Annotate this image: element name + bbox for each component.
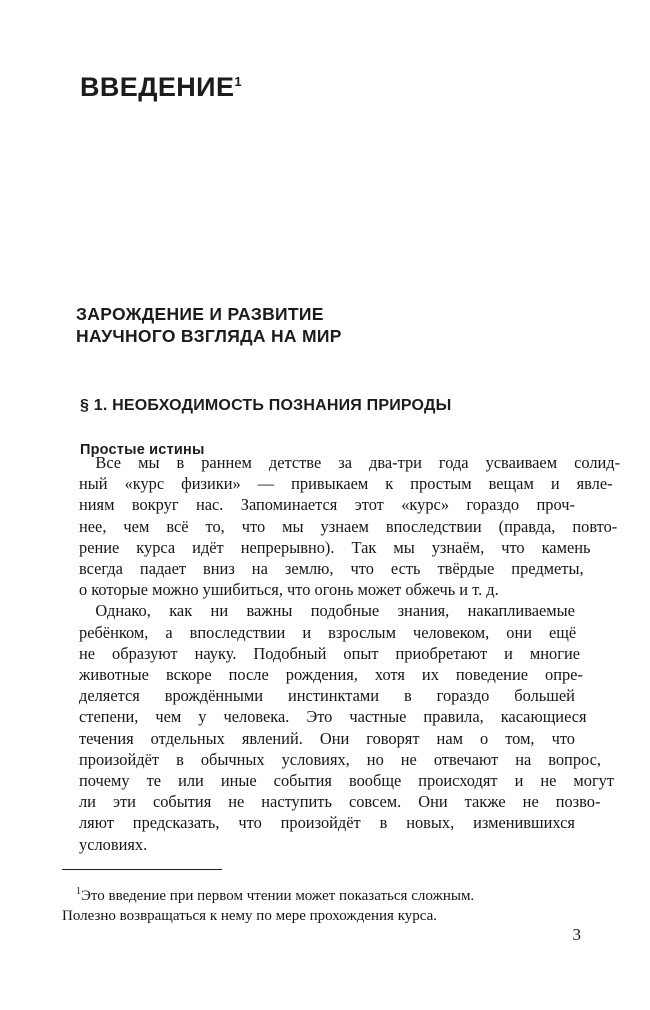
body-line: рение курса идёт непрерывно). Так мы узнаём, что камень: [79, 537, 591, 557]
body-line: о которые можно ушибиться, что огонь может обжечь и т. д.: [79, 580, 499, 600]
chapter-title-text: ВВЕДЕНИЕ: [80, 72, 235, 103]
body-line: условиях.: [79, 834, 148, 854]
footnote-line-1-text: Это введение при первом чтении может показаться сложным.: [81, 888, 475, 904]
body-line: не образуют науку. Подобный опыт приобретают и многие: [79, 643, 580, 663]
body-line: деляется врождёнными инстинктами в гораздо большей: [79, 686, 575, 706]
footnote-line-1: [62, 882, 575, 906]
body-text: [62, 452, 621, 855]
section-heading: § 1. НЕОБХОДИМОСТЬ ПОЗНАНИЯ ПРИРОДЫ: [80, 397, 452, 414]
body-line: произойдёт в обычных условиях, но не отвечают на вопрос,: [79, 749, 601, 769]
part-heading: [76, 303, 576, 347]
part-heading-line-2: НАУЧНОГО ВЗГЛЯДА НА МИР: [76, 325, 342, 346]
body-line: Все мы в раннем детстве за два-три года усваиваем солид-: [79, 453, 621, 472]
body-line: ребёнком, а впоследствии и взрослым человеком, они ещё: [79, 622, 577, 642]
body-line: животные вскоре после рождения, хотя их поведение опре-: [79, 665, 583, 685]
body-line: Однако, как ни важны подобные знания, накапливаемые: [79, 601, 575, 621]
body-line: нее, чем всё то, что мы узнаем впоследствии (правда, повто-: [79, 516, 618, 536]
body-line: степени, чем у человека. Это частные правила, касающиеся: [79, 707, 587, 727]
paragraph-2: [62, 600, 615, 854]
footnote-separator: [62, 869, 222, 870]
body-line: ный «курс физики» — привыкаем к простым вещам и явле-: [79, 474, 613, 494]
body-line: всегда падает вниз на землю, что есть твёрдые предметы,: [79, 559, 584, 579]
body-line: течения отдельных явлений. Они говорят нам о том, что: [79, 728, 575, 748]
page-number: 3: [572, 925, 581, 944]
body-line: ниям вокруг нас. Запоминается этот «курс» гораздо проч-: [79, 495, 575, 515]
footnote-marker: 1: [76, 886, 81, 897]
sub-heading: Простые истины: [80, 442, 205, 459]
body-line: ли эти события не наступить совсем. Они также не позво-: [79, 792, 601, 812]
body-line: почему те или иные события вообще происходят и не могут: [79, 771, 615, 791]
chapter-title-footnote-marker: 1: [234, 74, 242, 90]
footnote-line-2: Полезно возвращаться к нему по мере прохождения курса.: [62, 908, 438, 924]
part-heading-line-1: ЗАРОЖДЕНИЕ И РАЗВИТИЕ: [76, 303, 324, 324]
paragraph-1: [62, 452, 621, 600]
body-line: ляют предсказать, что произойдёт в новых, изменившихся: [79, 813, 575, 833]
page-title: [80, 74, 242, 101]
footnote: [62, 882, 575, 926]
